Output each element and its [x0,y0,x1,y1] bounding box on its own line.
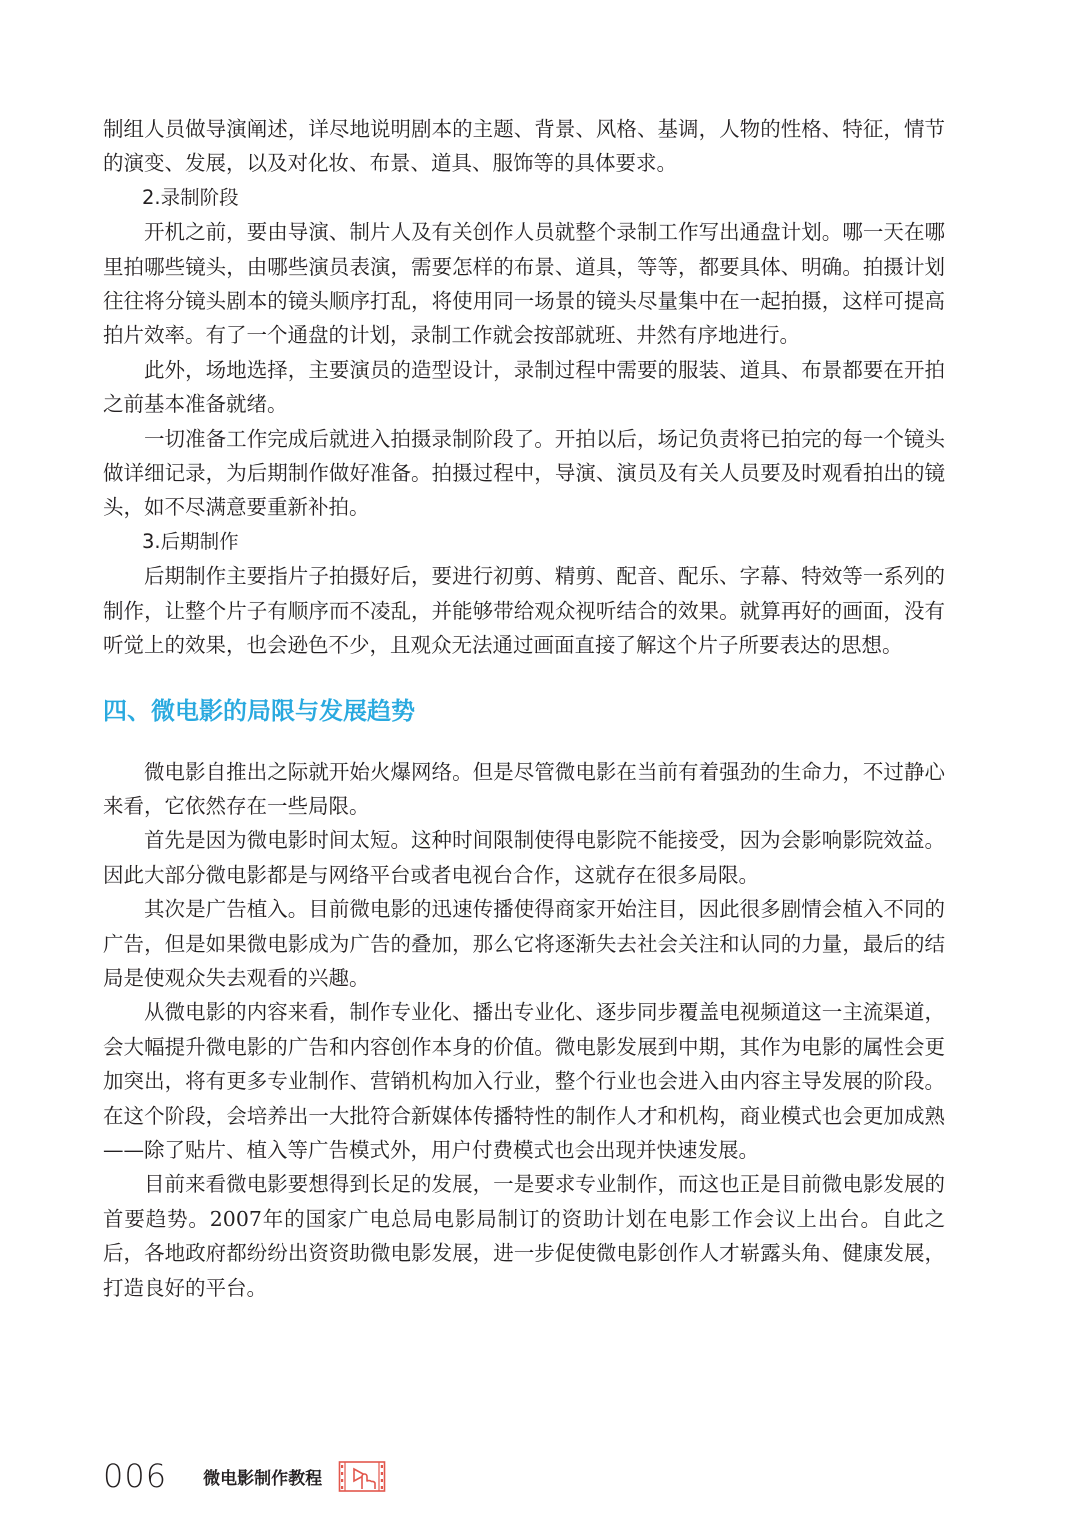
paragraph: 从微电影的内容来看，制作专业化、播出专业化、逐步同步覆盖电视频道这一主流渠道，会大幅提升微电影的广告和内容创作本身的价值。微电影发展到中期，其作为电影的属性会更加突出，将有更多专业制作、营销机构加入行业，整个行业也会进入由内容主导发展的阶段。在这个阶段，会培养出一大批符合新媒体传播特性的制作人才和机构，商业模式也会更加成熟——除了贴片、植入等广告模式外，用户付费模式也会出现并快速发展。 [103,1000,945,1162]
subheading-recording: 2.录制阶段 [142,185,239,209]
paragraph: 目前来看微电影要想得到长足的发展，一是要求专业制作，而这也正是目前微电影发展的首要趋势。2007年的国家广电总局电影局制订的资助计划在电影工作会议上出台。自此之后，各地政府都纷纷出资资助微电影发展，进一步促使微电影创作人才崭露头角、健康发展，打造良好的平台。 [103,1172,945,1300]
paragraph: 后期制作主要指片子拍摄好后，要进行初剪、精剪、配音、配乐、字幕、特效等一系列的制作，让整个片子有顺序而不凌乱，并能够带给观众视听结合的效果。就算再好的画面，没有听觉上的效果，也会逊色不少，且观众无法通过画面直接了解这个片子所要表达的思想。 [103,564,945,658]
book-title: 微电影制作教程 [203,1468,323,1489]
paragraph: 首先是因为微电影时间太短。这种时间限制使得电影院不能接受，因为会影响影院效益。因此大部分微电影都是与网络平台或者电视台合作，这就存在很多局限。 [103,828,945,887]
film-clapper-hand-icon [338,1459,386,1493]
paragraph: 微电影自推出之际就开始火爆网络。但是尽管微电影在当前有着强劲的生命力，不过静心来看，它依然存在一些局限。 [103,759,945,818]
paragraph: 此外，场地选择，主要演员的造型设计，录制过程中需要的服装、道具、布景都要在开拍之前基本准备就绪。 [103,357,945,417]
page-number: 006 [103,1457,168,1495]
paragraph: 开机之前，要由导演、制片人及有关创作人员就整个录制工作写出通盘计划。哪一天在哪里拍哪些镜头，由哪些演员表演，需要怎样的布景、道具，等等，都要具体、明确。拍摄计划往往将分镜头剧本的镜头顺序打乱，将使用同一场景的镜头尽量集中在一起拍摄，这样可提高拍片效率。有了一个通盘的计划，录制工作就会按部就班、井然有序地进行。 [103,220,945,348]
paragraph-continuation: 制组人员做导演阐述，详尽地说明剧本的主题、背景、风格、基调，人物的性格、特征，情节的演变、发展，以及对化妆、布景、道具、服饰等的具体要求。 [103,117,945,176]
section-heading: 四、微电影的局限与发展趋势 [103,696,415,725]
subheading-post-production: 3.后期制作 [142,529,239,553]
paragraph: 一切准备工作完成后就进入拍摄录制阶段了。开拍以后，场记负责将已拍完的每一个镜头做详细记录，为后期制作做好准备。拍摄过程中，导演、演员及有关人员要及时观看拍出的镜头，如不尽满意要重新补拍。 [103,426,945,520]
page-footer [103,1456,386,1496]
paragraph: 其次是广告植入。目前微电影的迅速传播使得商家开始注目，因此很多剧情会植入不同的广告，但是如果微电影成为广告的叠加，那么它将逐渐失去社会关注和认同的力量，最后的结局是使观众失去观看的兴趣。 [103,897,945,990]
body-text [103,112,945,1305]
